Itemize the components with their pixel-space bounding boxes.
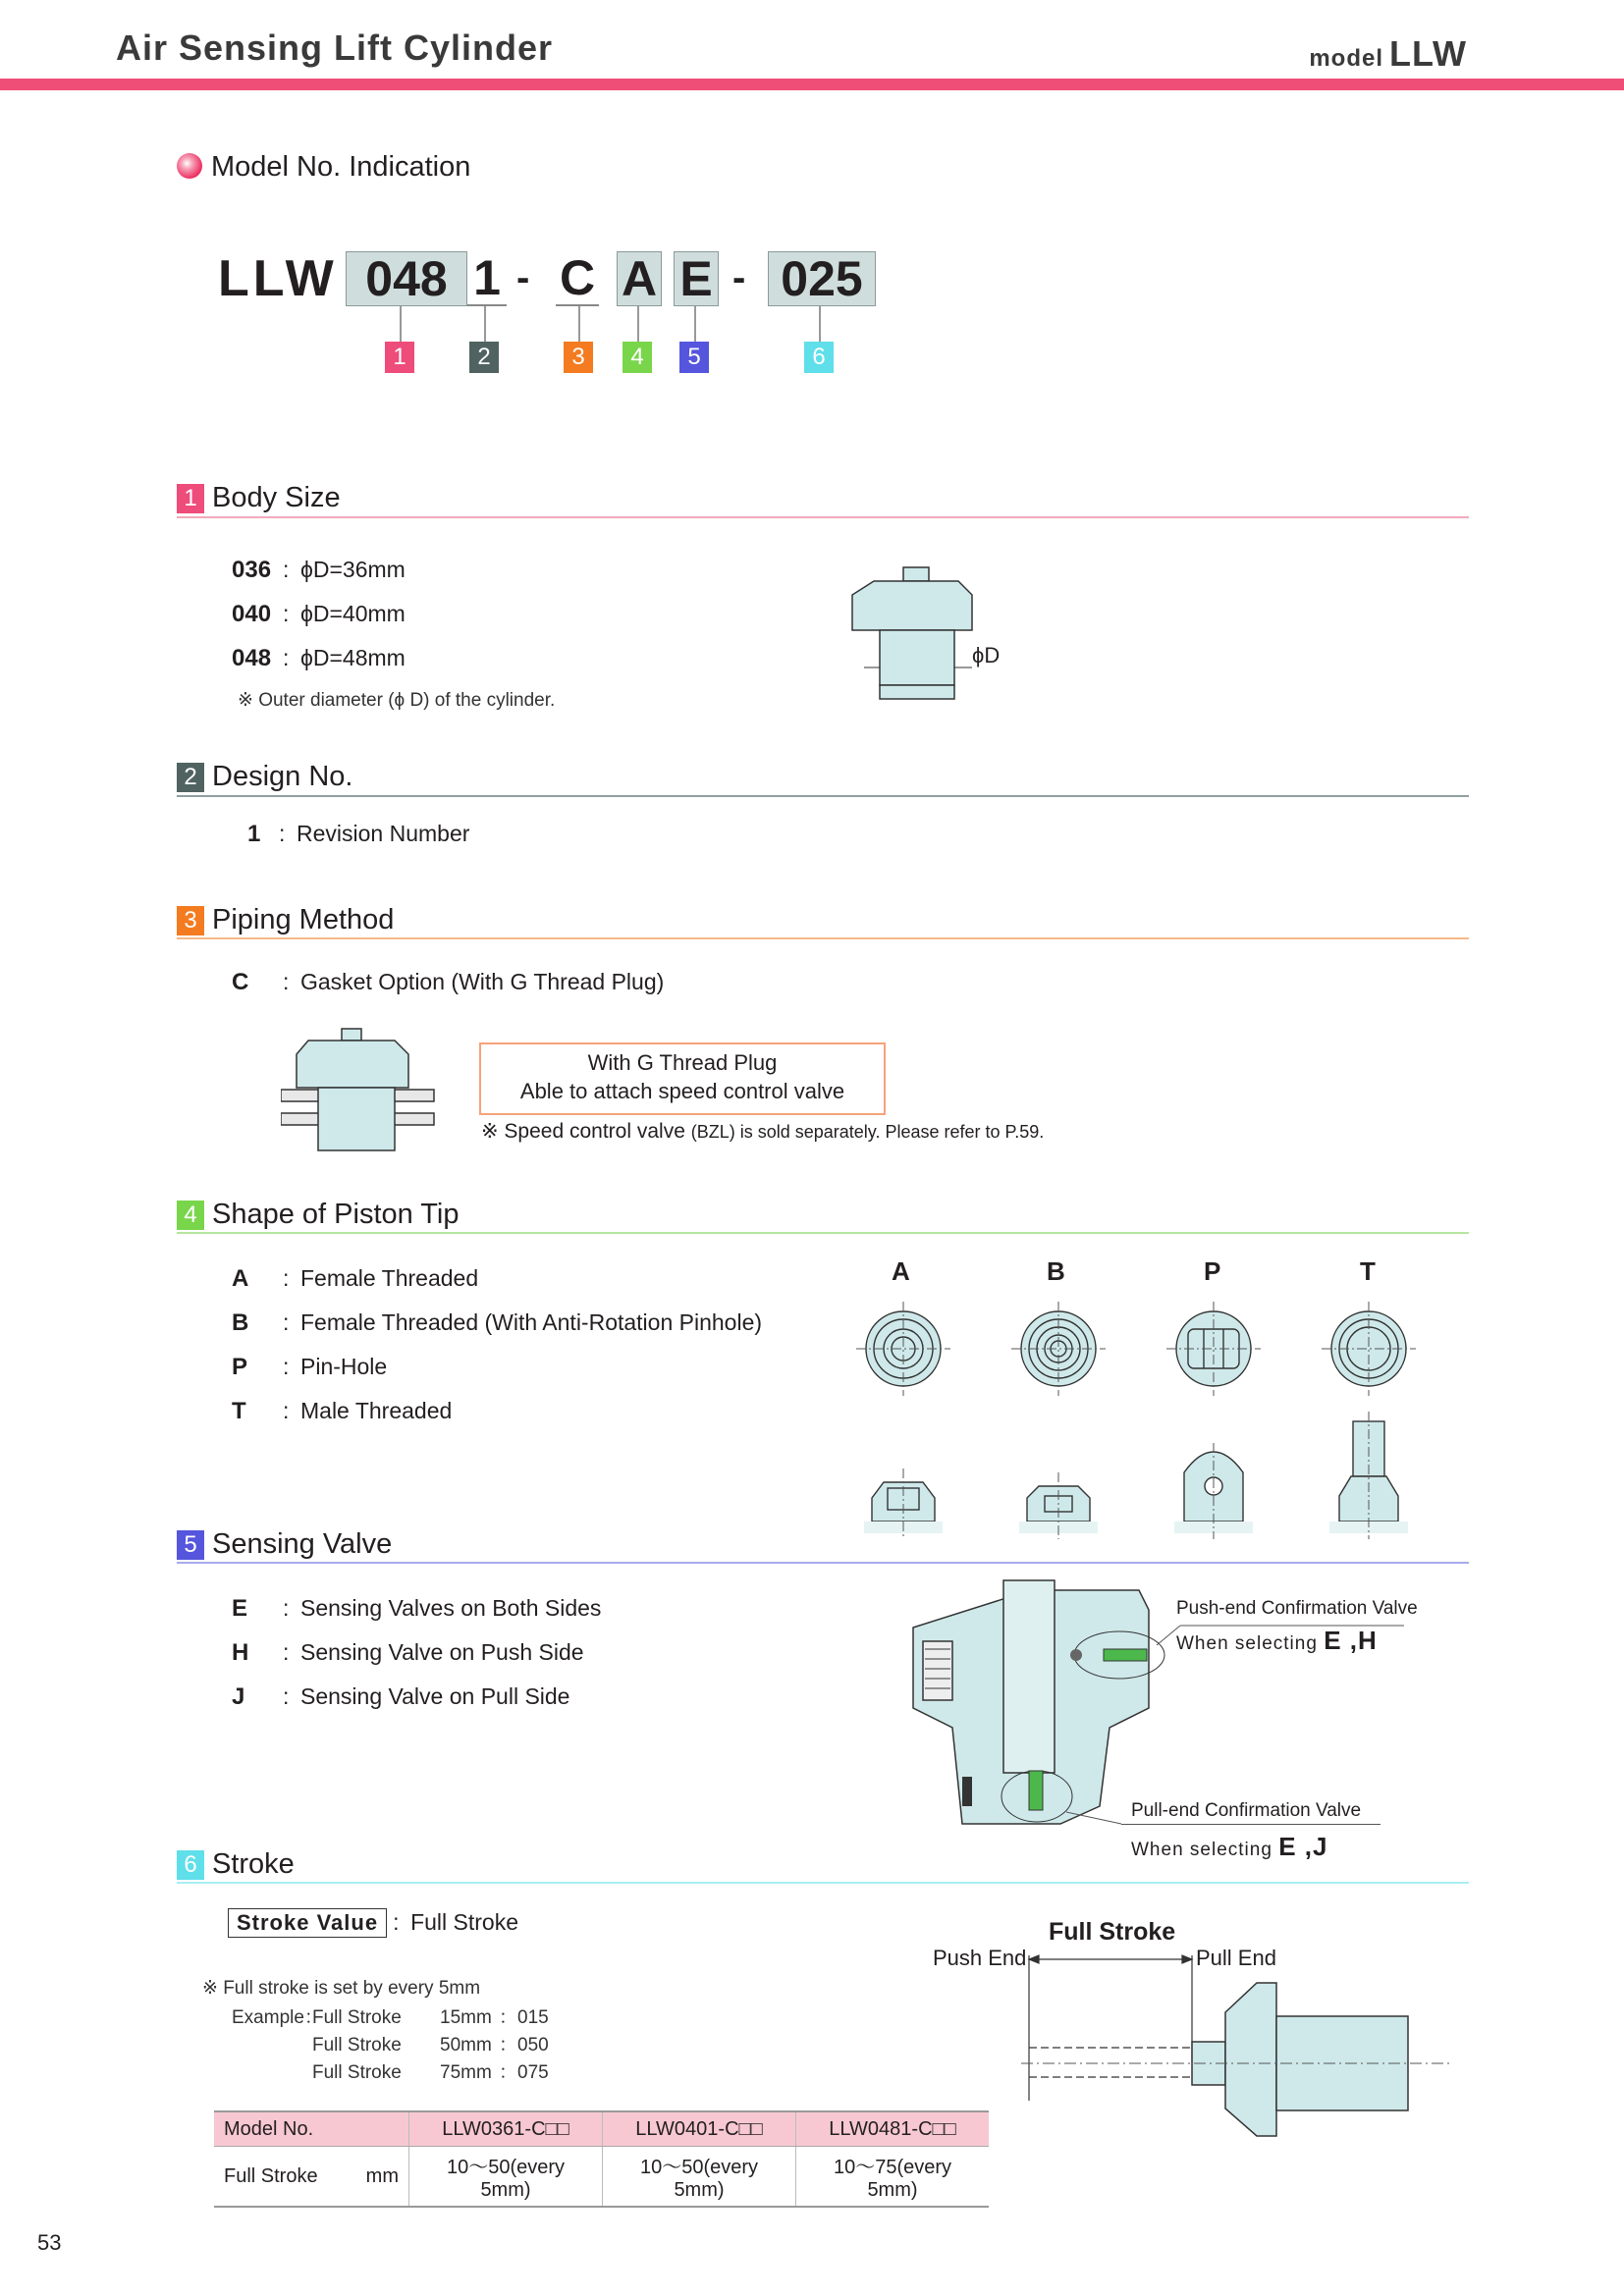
example-code: 015 xyxy=(517,2007,549,2028)
item-key: 048 xyxy=(232,645,272,671)
section-title-text: Shape of Piston Tip xyxy=(212,1199,460,1230)
stroke-value-row: Stroke Value : Full Stroke xyxy=(228,1908,518,1938)
table-row xyxy=(214,2147,989,2208)
section-number: 1 xyxy=(177,484,204,513)
stroke-table-wrap xyxy=(214,2110,989,2208)
item-value: Gasket Option (With G Thread Plug) xyxy=(300,969,665,994)
section-divider xyxy=(177,1562,1469,1564)
tip-label-p: P xyxy=(1204,1256,1221,1286)
example-text: Full Stroke xyxy=(312,2035,402,2056)
example-mm: 75mm xyxy=(440,2062,492,2083)
item-value: ϕD=36mm xyxy=(300,557,406,582)
note-text: ※ Speed control valve xyxy=(481,1120,685,1143)
item-key: 036 xyxy=(232,557,272,583)
model-prefix: LLW xyxy=(218,250,338,307)
tip-list xyxy=(232,1256,762,1433)
select-codes: E ,J xyxy=(1278,1832,1328,1861)
item-key: A xyxy=(232,1265,249,1292)
item-key: T xyxy=(232,1398,246,1424)
section-piping-title xyxy=(177,904,394,936)
section-tip-title xyxy=(177,1199,460,1231)
list-item: H : Sensing Valve on Push Side xyxy=(232,1630,601,1675)
item-key: H xyxy=(232,1639,249,1666)
piping-diagram xyxy=(281,1021,438,1158)
section-divider xyxy=(177,1232,1469,1234)
section-design-title xyxy=(177,761,352,793)
section-number: 3 xyxy=(177,906,204,935)
select-text: When selecting xyxy=(1176,1633,1318,1654)
list-item: E : Sensing Valves on Both Sides xyxy=(232,1586,601,1630)
item-value: ϕD=40mm xyxy=(300,601,406,626)
section-stroke-title xyxy=(177,1848,295,1881)
section-divider xyxy=(177,795,1469,797)
tag-1: 1 xyxy=(385,342,414,373)
section-number: 4 xyxy=(177,1201,204,1230)
page-number: 53 xyxy=(37,2230,62,2255)
item-key: 1 xyxy=(247,821,261,847)
list-item: P : Pin-Hole xyxy=(232,1345,762,1389)
select-text: When selecting xyxy=(1131,1840,1272,1860)
code-stroke: 025 xyxy=(768,251,876,306)
full-stroke-diagram-title: Full Stroke xyxy=(1049,1918,1176,1946)
example-row: Full Stroke 75mm ：075 xyxy=(232,2059,549,2087)
section-number: 5 xyxy=(177,1530,204,1560)
note-small: (BZL) is sold separately. Please refer to P.59. xyxy=(690,1122,1045,1142)
code-valve: E xyxy=(674,251,719,306)
section-title-text: Sensing Valve xyxy=(212,1528,393,1560)
piping-info-box xyxy=(479,1042,886,1115)
example-mm: 50mm xyxy=(440,2035,492,2056)
code-piping: C xyxy=(556,251,599,306)
item-value: Sensing Valve on Pull Side xyxy=(300,1683,570,1709)
table-header-cell: LLW0361-C□□ xyxy=(409,2111,603,2147)
item-key: E xyxy=(232,1595,248,1622)
list-item: J : Sensing Valve on Pull Side xyxy=(232,1675,601,1719)
stroke-value-box: Stroke Value xyxy=(228,1908,387,1938)
box-line: Able to attach speed control valve xyxy=(519,1079,845,1103)
tag-6: 6 xyxy=(804,342,834,373)
item-key: 040 xyxy=(232,601,272,627)
select-codes: E ,H xyxy=(1324,1626,1378,1655)
section-divider xyxy=(177,516,1469,518)
item-value: Female Threaded xyxy=(300,1265,479,1291)
list-item: 040 : ϕD=40mm xyxy=(232,592,406,636)
example-mm: 15mm xyxy=(440,2007,492,2028)
example-row: Full Stroke 50mm ：050 xyxy=(232,2032,549,2059)
table-header-cell: Model No. xyxy=(214,2111,409,2147)
item-value: Pin-Hole xyxy=(300,1354,388,1379)
section-body-size-title xyxy=(177,482,341,514)
stroke-note: ※ Full stroke is set by every 5mm xyxy=(202,1978,481,1999)
item-value: Female Threaded (With Anti-Rotation Pinhole) xyxy=(300,1309,763,1335)
pull-valve-select xyxy=(1131,1832,1327,1862)
example-row: Example：Full Stroke 15mm ：015 xyxy=(232,2004,549,2032)
row-label: Full Stroke xyxy=(224,2164,318,2187)
push-end-label: Push End xyxy=(933,1946,1027,1970)
row-unit: mm xyxy=(365,2164,399,2187)
stroke-table xyxy=(214,2110,989,2208)
valve-list xyxy=(232,1586,601,1719)
stroke-value-desc: Full Stroke xyxy=(410,1909,519,1935)
tag-5: 5 xyxy=(679,342,709,373)
diameter-label: ϕD xyxy=(972,643,1001,667)
code-tip: A xyxy=(617,251,662,306)
code-size: 048 xyxy=(346,251,467,306)
table-cell: 10～75(every 5mm) xyxy=(796,2147,990,2208)
table-header-cell: LLW0481-C□□ xyxy=(796,2111,990,2147)
example-text: Full Stroke xyxy=(312,2007,402,2028)
push-valve-select xyxy=(1176,1626,1378,1656)
list-item: 048 : ϕD=48mm xyxy=(232,636,406,680)
list-item: A : Female Threaded xyxy=(232,1256,762,1301)
body-size-diagram xyxy=(844,560,1060,707)
example-text: Full Stroke xyxy=(312,2062,402,2083)
code-dash-2: - xyxy=(732,256,746,299)
code-design: 1 xyxy=(467,251,507,306)
tag-3: 3 xyxy=(564,342,593,373)
pull-valve-label: Pull-end Confirmation Valve xyxy=(1131,1800,1362,1821)
item-key: J xyxy=(232,1683,245,1710)
section-valve-title xyxy=(177,1528,392,1561)
example-code: 075 xyxy=(517,2062,549,2083)
section-title-text: Body Size xyxy=(212,482,341,513)
section-title-text: Stroke xyxy=(212,1848,295,1880)
body-size-note: ※ Outer diameter (ϕ D) of the cylinder. xyxy=(238,690,556,711)
list-item: T : Male Threaded xyxy=(232,1389,762,1433)
section-number: 6 xyxy=(177,1850,204,1880)
body-size-list xyxy=(232,548,406,680)
item-key: P xyxy=(232,1354,248,1380)
model-name: LLW xyxy=(1389,33,1467,74)
piping-note xyxy=(481,1119,1044,1144)
box-line: With G Thread Plug xyxy=(587,1050,778,1075)
push-valve-label: Push-end Confirmation Valve xyxy=(1176,1598,1418,1619)
item-value: Revision Number xyxy=(297,821,470,846)
tag-2: 2 xyxy=(469,342,499,373)
example-label: Example： xyxy=(232,2007,323,2028)
list-item: 036 : ϕD=36mm xyxy=(232,548,406,592)
item-value: Sensing Valve on Push Side xyxy=(300,1639,584,1665)
pull-end-label: Pull End xyxy=(1196,1946,1276,1970)
example-code: 050 xyxy=(517,2035,549,2056)
tip-label-t: T xyxy=(1360,1256,1376,1286)
list-item: B : Female Threaded (With Anti-Rotation Pinhole) xyxy=(232,1301,762,1345)
tag-4: 4 xyxy=(623,342,652,373)
section-title-text: Piping Method xyxy=(212,904,395,935)
stroke-diagram xyxy=(1011,1953,1463,2150)
page-title: Air Sensing Lift Cylinder xyxy=(116,27,554,68)
code-leader-lines xyxy=(0,0,1624,393)
table-header-row xyxy=(214,2111,989,2147)
section-divider xyxy=(177,937,1469,939)
section-number: 2 xyxy=(177,763,204,792)
stroke-examples xyxy=(232,2004,549,2087)
section-divider xyxy=(177,1882,1469,1884)
section-title-text: Design No. xyxy=(212,761,353,792)
tip-label-b: B xyxy=(1047,1256,1065,1286)
item-value: Sensing Valves on Both Sides xyxy=(300,1595,602,1621)
model-word: model xyxy=(1309,45,1384,72)
tip-label-a: A xyxy=(892,1256,910,1286)
item-key: C xyxy=(232,969,249,995)
table-header-cell: LLW0401-C□□ xyxy=(603,2111,796,2147)
design-item: 1 : Revision Number xyxy=(247,821,470,847)
tip-diagrams xyxy=(854,1296,1424,1541)
indication-title: Model No. Indication xyxy=(211,151,471,183)
item-value: ϕD=48mm xyxy=(300,645,406,670)
piping-item: C : Gasket Option (With G Thread Plug) xyxy=(232,969,665,995)
table-cell: 10～50(every 5mm) xyxy=(409,2147,603,2208)
pull-leader-line xyxy=(1121,1824,1380,1825)
item-value: Male Threaded xyxy=(300,1398,453,1423)
table-row-label xyxy=(214,2147,409,2208)
code-dash: - xyxy=(516,256,530,299)
table-cell: 10～50(every 5mm) xyxy=(603,2147,796,2208)
item-key: B xyxy=(232,1309,249,1336)
